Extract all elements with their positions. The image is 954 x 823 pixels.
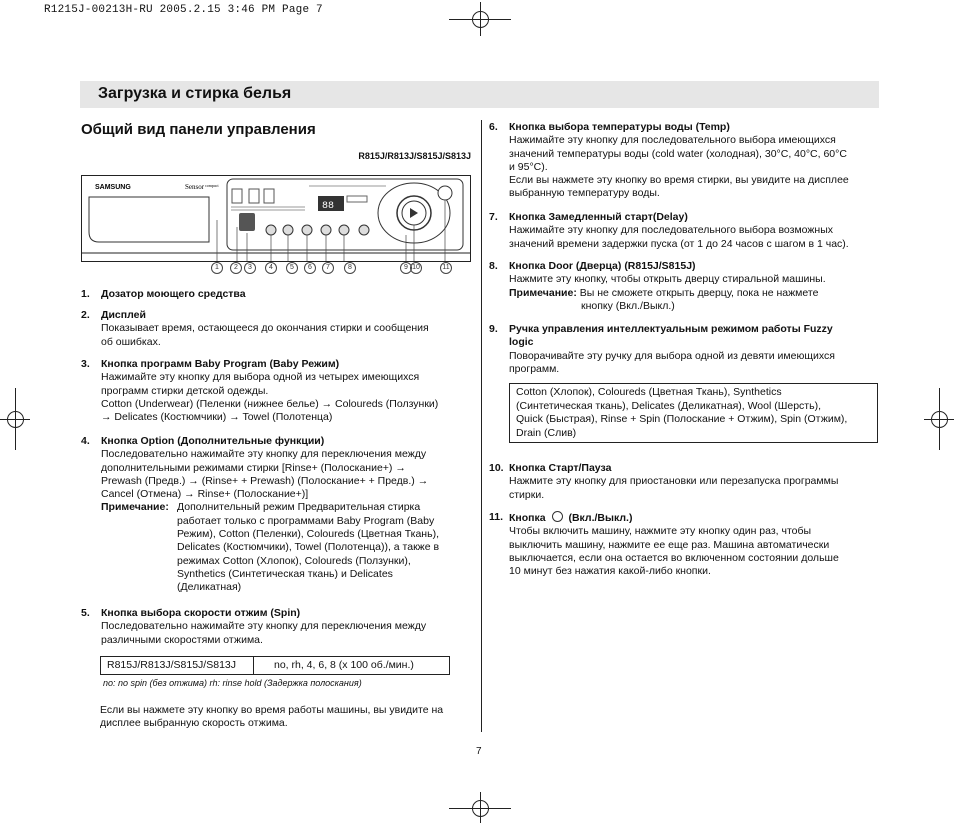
registration-mark-top [449, 2, 511, 36]
callout-6: 6 [304, 262, 316, 274]
display-digits: 88 [322, 201, 335, 212]
item-5: 5. Кнопка выбора скорости отжим (Spin) Последовательно нажимайте эту кнопку для переключения между различными скоростями отжима. [81, 607, 427, 646]
svg-text:compact: compact [205, 183, 219, 188]
item-11: 11. Кнопка (Вкл./Выкл.) Чтобы включить машину, нажмите эту кнопку один раз, чтобы выключить машину, нажмите ее еще раз. Машина автоматически выключается, если она остается во включенном состоянии дольше 10 минут без нажатия какой-либо кнопки. [489, 511, 839, 578]
control-panel-illustration [81, 175, 471, 262]
page-title: Загрузка и стирка белья [98, 85, 292, 102]
callout-3: 3 [244, 262, 256, 274]
registration-mark-left [0, 388, 30, 450]
registration-mark-bottom [449, 792, 511, 823]
callout-7: 7 [322, 262, 334, 274]
item-7: 7. Кнопка Замедленный старт(Delay) Нажимайте эту кнопку для последовательного выбора возможных значений времени задержки пуска (от 1 до 24 часов с шагом в 1 час). [489, 211, 849, 250]
model-list: R815J/R813J/S815J/S813J [358, 151, 471, 161]
section-title: Общий вид панели управления [81, 121, 316, 138]
callout-5: 5 [286, 262, 298, 274]
item-4: 4. Кнопка Option (Дополнительные функции) Последовательно нажимайте эту кнопку для переключения между дополнительными режимами стирки [Rinse+ (Полоскание+) → Prewash (Предв.) → (Rinse+ + Prewash) (Полоскание+ + Предв.) → Cancel (Отмена) → Rinse+ (Полоскание+)] Примечание: Дополнительный режим Предварительная стирка работает только с программами Baby Program (Baby Режим), Cotton (Пеленки), Coloureds (Цветная Ткань), Delicates (Костюмчики), Towel (Полотенца)), а также в режимах Cotton (Хлопок), Coloureds (Ползунки), Synthetics (Синтетическая ткань) и Delicates (Деликатная) [81, 435, 440, 594]
item-10: 10. Кнопка Старт/Пауза Нажмите эту кнопку для приостановки или перезапуска программы стирки. [489, 462, 839, 501]
item-9: 9. Ручка управления интеллектуальным режимом работы Fuzzy logic Поворачивайте эту ручку для выбора одной из девяти имеющихся программ. [489, 323, 835, 375]
item-2: 2. Дисплей Показывает время, остающееся до окончания стирки и сообщения об ошибках. [81, 309, 429, 348]
spin-table-values: no, rh, 4, 6, 8 (x 100 об./мин.) [274, 659, 414, 671]
callout-11: 11 [440, 262, 452, 274]
programs-box: Cotton (Хлопок), Coloureds (Цветная Ткань), Synthetics (Синтетическая ткань), Delicates (Деликатная), Wool (Шерсть), Quick (Быстрая), Rinse + Spin (Полоскание + Отжим), Spin (Отжим), Drain (Слив) [509, 383, 878, 443]
callout-4: 4 [265, 262, 277, 274]
sensor-logo: Sensor [185, 183, 205, 191]
item-6: 6. Кнопка выбора температуры воды (Temp) Нажимайте эту кнопку для последовательного выбора имеющихся значений температуры воды (cold water (холодная), 30°C, 40°C, 60°C и 95°C). Если вы нажмете эту кнопку во время стирки, вы увидите на дисплее выбранную температуру воды. [489, 121, 849, 200]
spin-speed-table [100, 656, 450, 675]
page-number: 7 [476, 746, 482, 757]
spin-legend: no: no spin (без отжима) rh: rinse hold (Задержка полоскания) [103, 678, 362, 688]
registration-mark-right [924, 388, 954, 450]
spin-note: Если вы нажмете эту кнопку во время работы машины, вы увидите на дисплее выбранную скорость отжима. [100, 704, 444, 730]
callout-9: 9 [400, 262, 412, 274]
column-divider [481, 120, 482, 732]
print-header: R1215J-00213H-RU 2005.2.15 3:46 PM Page 7 [44, 4, 323, 16]
page-title-bar [80, 81, 879, 108]
power-icon [552, 511, 563, 522]
callout-1: 1 [211, 262, 223, 274]
note-label: Примечание: [101, 501, 169, 514]
callout-10: 10 [410, 262, 422, 274]
spin-table-model: R815J/R813J/S815J/S813J [107, 659, 236, 671]
item-3: 3. Кнопка программ Baby Program (Baby Режим) Нажимайте эту кнопку для выбора одной из четырех имеющихся программ стирки детской одежды. Cotton (Underwear) (Пеленки (нижнее белье) → Coloureds (Ползунки) → Delicates (Костюмчики) → Towel (Полотенца) [81, 358, 439, 424]
item-1: 1. Дозатор моющего средства [81, 288, 246, 300]
item-8: 8. Кнопка Door (Дверца) (R815J/S815J) Нажмите эту кнопку, чтобы открыть дверцу стиральной машины. Примечание: Вы не сможете открыть дверцу, пока не нажмете кнопку (Вкл./Выкл.) [489, 260, 826, 312]
callout-8: 8 [344, 262, 356, 274]
brand-logo: SAMSUNG [95, 184, 131, 191]
callout-2: 2 [230, 262, 242, 274]
